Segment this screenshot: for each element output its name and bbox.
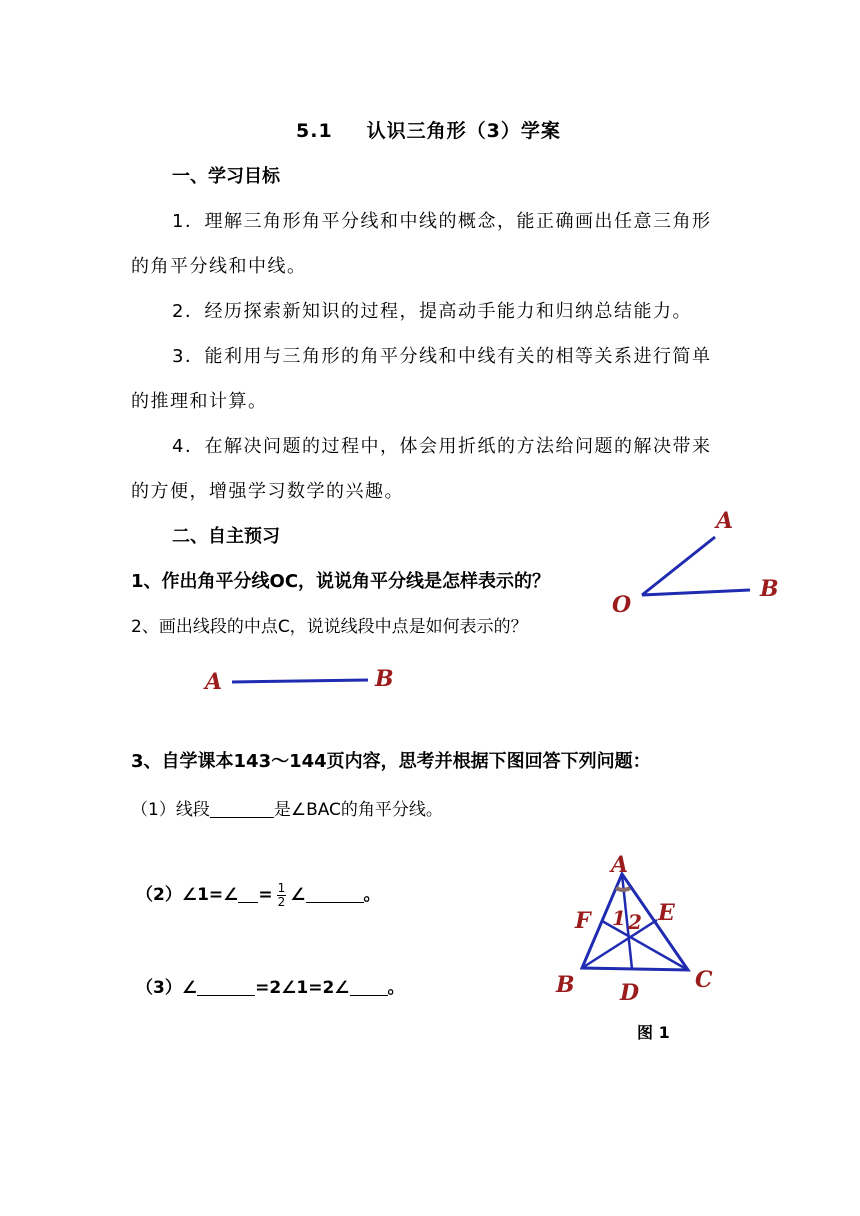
fraction-half bbox=[277, 882, 287, 909]
goal-4-line-2: 的方便，增强学习数学的兴趣。 bbox=[131, 481, 404, 502]
blank-angle-3[interactable] bbox=[197, 977, 255, 996]
goal-2: 2．经历探索新知识的过程，提高动手能力和归纳总结能力。 bbox=[172, 301, 692, 322]
section-heading-goals: 一、学习目标 bbox=[172, 166, 280, 187]
angle-label-a: A bbox=[716, 508, 734, 534]
sub1-suffix: 是∠BAC的角平分线。 bbox=[273, 800, 443, 820]
fraction-denominator: 2 bbox=[277, 894, 286, 909]
segment-figure bbox=[230, 670, 370, 690]
triangle-label-f: F bbox=[575, 908, 591, 934]
blank-angle-2[interactable] bbox=[306, 884, 364, 903]
angle-mark bbox=[616, 888, 630, 890]
triangle-label-b: B bbox=[556, 972, 575, 998]
segment-label-a: A bbox=[205, 669, 223, 695]
title-number: 5.1 bbox=[296, 120, 333, 142]
sub-question-3 bbox=[136, 973, 405, 998]
ray-ob bbox=[642, 590, 750, 595]
blank-angle-4[interactable] bbox=[350, 977, 388, 996]
goal-1-line-2: 的角平分线和中线。 bbox=[131, 256, 307, 277]
goal-3-line-1: 3．能利用与三角形的角平分线和中线有关的相等关系进行简单 bbox=[172, 346, 712, 367]
blank-segment[interactable] bbox=[210, 799, 274, 818]
goal-1-line-1: 1．理解三角形角平分线和中线的概念，能正确画出任意三角形 bbox=[172, 211, 712, 232]
question-1: 1、作出角平分线OC，说说角平分线是怎样表示的？ bbox=[131, 571, 551, 592]
goal-4-line-1: 4．在解决问题的过程中，体会用折纸的方法给问题的解决带来 bbox=[172, 436, 712, 457]
segment-ab bbox=[232, 680, 368, 682]
angle-label-1: 1 bbox=[612, 906, 626, 930]
question-3: 3、自学课本143～144页内容，思考并根据下图回答下列问题： bbox=[131, 751, 651, 772]
triangle-label-c: C bbox=[695, 967, 713, 993]
sub2-angle-sign: ∠ bbox=[290, 885, 306, 905]
figure-caption: 图 1 bbox=[637, 1023, 670, 1042]
angle-label-o: O bbox=[612, 592, 632, 618]
angle-label-2: 2 bbox=[628, 910, 642, 934]
angle-label-b: B bbox=[760, 576, 779, 602]
title-text: 认识三角形（3）学案 bbox=[366, 120, 561, 142]
triangle-label-e: E bbox=[658, 900, 675, 926]
sub-question-1 bbox=[131, 795, 443, 820]
goal-3-line-2: 的推理和计算。 bbox=[131, 391, 268, 412]
ray-oa bbox=[642, 537, 715, 595]
fraction-numerator: 1 bbox=[277, 880, 286, 895]
sub2-end: 。 bbox=[363, 885, 381, 905]
sub2-prefix: （2）∠1=∠ bbox=[136, 885, 239, 905]
segment-label-b: B bbox=[375, 666, 394, 692]
sub3-middle: =2∠1=2∠ bbox=[255, 978, 350, 998]
sub-question-2 bbox=[136, 880, 381, 909]
sub2-equals: = bbox=[258, 885, 273, 905]
section-heading-preview: 二、自主预习 bbox=[172, 526, 280, 547]
sub1-prefix: （1）线段 bbox=[131, 800, 210, 820]
triangle-label-a: A bbox=[611, 852, 629, 878]
blank-angle-1[interactable] bbox=[238, 884, 258, 903]
sub3-end: 。 bbox=[387, 978, 405, 998]
sub3-prefix: （3）∠ bbox=[136, 978, 198, 998]
triangle-label-d: D bbox=[620, 980, 640, 1006]
page-title bbox=[296, 116, 561, 143]
question-2: 2、画出线段的中点C，说说线段中点是如何表示的？ bbox=[131, 617, 528, 637]
